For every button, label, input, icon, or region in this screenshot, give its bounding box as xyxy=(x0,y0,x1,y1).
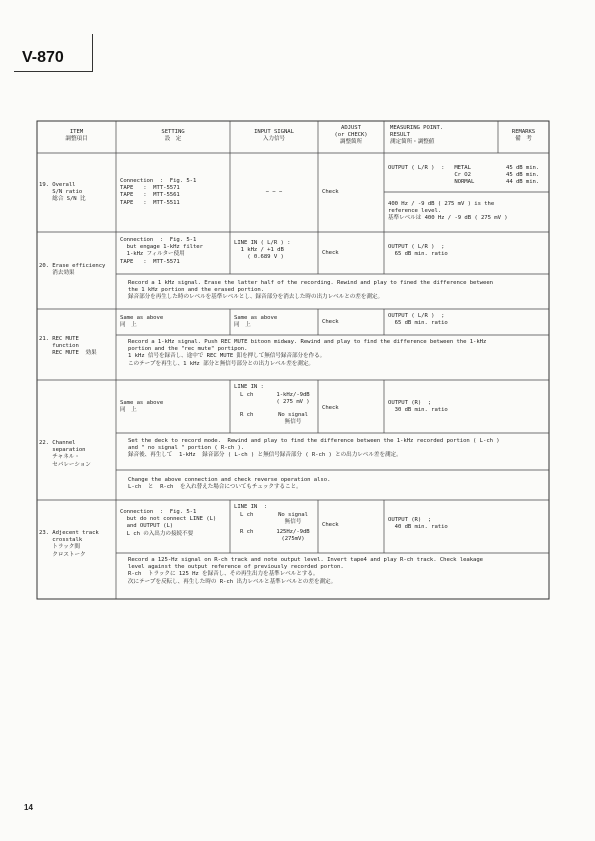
result-23: OUTPUT (R) ; 40 dB min. ratio xyxy=(388,517,448,531)
setting-19: Connection : Fig. 5-1 TAPE : MTT-5571 TAPE : MTT-5561 TAPE : MTT-5511 xyxy=(120,178,197,206)
note-22-procedure: Set the deck to record mode. Rewind and play to find the difference between the 1-kHz recorded portion ( L-ch ) and " no signal " portion ( R-ch ). 録音後、再生して 1-kHz 録音部分 ( L-ch ) と無信号録音部分 ( R-ch ) との出力レベル差を測定。 xyxy=(128,438,500,459)
header-item: ITEM 調整項目 xyxy=(65,129,88,143)
header-measuring-point: MEASURING POINT. RESULT 測定箇所・調整値 xyxy=(390,125,444,146)
result-21: OUTPUT ( L/R ) ; 65 dB min. ratio xyxy=(388,313,448,327)
item-23: 23. Adjecent track crosstalk トラック間 クロストーク xyxy=(39,530,99,558)
header-adjust: ADJUST (or CHECK) 調整箇所 xyxy=(334,125,368,146)
result-22: OUTPUT (R) ; 30 dB min. ratio xyxy=(388,400,448,414)
item-19: 19. Overall S/N ratio 総合 S/N 比 xyxy=(39,182,86,203)
setting-22: Same as above 同 上 xyxy=(120,400,164,414)
adjust-22: Check xyxy=(322,405,339,411)
input-22-lch: L ch xyxy=(240,392,254,398)
result-20: OUTPUT ( L/R ) ; 65 dB min. ratio xyxy=(388,244,448,258)
input-23-lch-value: No signal 無信号 xyxy=(278,512,308,526)
setting-21: Same as above 同 上 xyxy=(120,315,164,329)
adjust-20: Check xyxy=(322,250,339,256)
input-20: LINE IN ( L/R ) : 1 kHz / +1 dB ( 0.689 V ) xyxy=(234,240,291,261)
result-19-values: 45 dB min. 45 dB min. 44 dB min. xyxy=(506,165,540,186)
setting-23: Connection : Fig. 5-1 but do not connect LINE (L) and OUTPUT (L) L ch の入出力の接続不要 xyxy=(120,509,217,537)
page-number: 14 xyxy=(24,803,33,812)
input-19: − − − xyxy=(265,189,283,195)
note-23: Record a 125-Hz signal on R-ch track and note output level. Invert tape4 and play R-ch track. Check leakage level against the output reference of previously recorded porton. R-ch トラックに 125 Hz を録音し、その再生出力を基準レベルとする。 次にテープを反転し、再生した時の R-ch 出力レベルと基準レベルとの差を測定。 xyxy=(128,557,483,585)
note-20: Record a 1 kHz signal. Erase the latter half of the recording. Rewind and play to fined the difference between the 1 kHz portion and the erased portion. 録音部分を再生した時のレベルを基準レベルとし、録音部分を消去した時の出力レベルとの差を測定。 xyxy=(128,280,493,301)
item-20: 20. Erase efficiency 消去効果 xyxy=(39,263,106,277)
result-19-reference: 400 Hz / -9 dB ( 275 mV ) is the reference level. 基準レベルは 400 Hz / -9 dB ( 275 mV ) xyxy=(388,201,508,222)
adjust-19: Check xyxy=(322,189,339,195)
adjust-21: Check xyxy=(322,319,339,325)
input-23-label: LINE IN : xyxy=(234,504,268,510)
header-input-signal: INPUT SIGNAL 入力信号 xyxy=(254,129,294,143)
input-22-label: LINE IN : xyxy=(234,384,264,390)
input-22-rch: R ch xyxy=(240,412,254,418)
header-rule-vertical xyxy=(92,34,93,72)
header-remarks: REMARKS 備 考 xyxy=(511,129,536,143)
result-19-output: OUTPUT ( L/R ) : METAL Cr O2 NORMAL xyxy=(388,165,475,186)
input-23-rch-value: 125Hz/-9dB (275mV) xyxy=(276,529,310,543)
input-23-lch: L ch xyxy=(240,512,254,518)
note-21: Record a 1-kHz signal. Push REC MUTE bitoon midway. Rewind and play to find the difference between the 1-kHz portion and the "rec mute" portipon. 1 kHz 信号を録音し、途中で REC MUTE 釦を押して無信号録音部分を作る。 このテープを再生し、1 kHz 部分と無信号部分との出力レベル差を測定。 xyxy=(128,339,487,367)
input-23-rch: R ch xyxy=(240,529,254,535)
setting-20: Connection : Fig. 5-1 but engage 1-kHz filter 1-kHz フィルター使用 TAPE : MTT-5571 xyxy=(120,237,203,265)
model-title: V-870 xyxy=(22,49,64,66)
input-22-lch-value: 1-kHz/-9dB ( 275 mV ) xyxy=(276,392,310,406)
input-21: Same as above 同 上 xyxy=(234,315,278,329)
header-setting: SETTING 設 定 xyxy=(161,129,185,143)
adjust-23: Check xyxy=(322,522,339,528)
note-22-reverse: Change the above connection and check reverse operation also. L-ch と R-ch を入れ替えた場合についてもチェックすること。 xyxy=(128,477,331,491)
item-22: 22. Channel separation チャネル・ セパレーション xyxy=(39,440,91,468)
item-21: 21. REC MUTE function REC MUTE 効果 xyxy=(39,336,97,357)
header-rule-horizontal xyxy=(14,71,93,72)
input-22-rch-value: No signal 無信号 xyxy=(278,412,308,426)
